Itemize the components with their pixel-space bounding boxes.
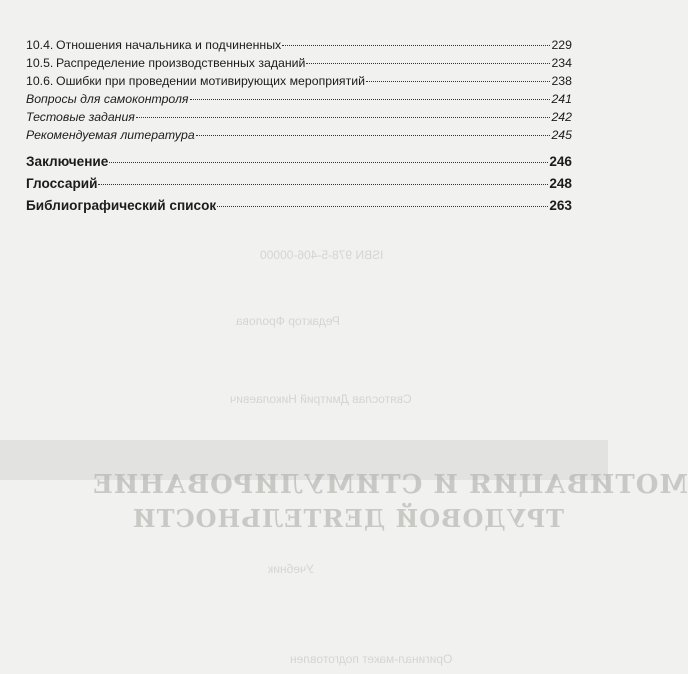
bleed-through-subtitle: Учебник [268, 562, 314, 576]
toc-entry-recommended-literature[interactable] [26, 128, 572, 146]
toc-entry-title: Библиографический список [26, 198, 217, 213]
bleed-through-author: Святослав Дмитрий Николаевич [230, 392, 412, 406]
toc-dot-leader [109, 162, 548, 163]
toc-entry-title: Ошибки при проведении мотивирующих мероприятий [56, 74, 365, 88]
table-of-contents [26, 38, 572, 220]
toc-dot-leader [217, 206, 548, 207]
toc-dot-leader [98, 184, 548, 185]
toc-dot-leader [196, 135, 551, 136]
bleed-through-line-b: ISBN 978-5-406-00000 [260, 248, 384, 262]
toc-dot-leader [306, 63, 550, 64]
toc-dot-leader [136, 117, 551, 118]
toc-entry-title: Отношения начальника и подчиненных [56, 38, 282, 52]
toc-entry-page: 242 [551, 110, 572, 124]
toc-entry-number: 10.4. [26, 38, 54, 52]
toc-entry-10-5[interactable] [26, 56, 572, 74]
toc-dot-leader [366, 81, 551, 82]
bleed-through-title-line-2: ТРУДОВОЙ ДЕЯТЕЛЬНОСТИ [132, 504, 565, 533]
toc-entry-bibliography[interactable] [26, 198, 572, 220]
toc-entry-page: 234 [551, 56, 572, 70]
toc-entry-title: Распределение производственных заданий [56, 56, 306, 70]
toc-entry-10-4[interactable] [26, 38, 572, 56]
toc-entry-title: Вопросы для самоконтроля [26, 92, 189, 106]
toc-entry-title: Глоссарий [26, 176, 98, 191]
toc-entry-page: 246 [549, 154, 572, 169]
bleed-through-title-line-1: МОТИВАЦИЯ И СТИМУЛИРОВАНИЕ [92, 470, 688, 500]
toc-entry-page: 241 [551, 92, 572, 106]
toc-entry-number: 10.5. [26, 56, 54, 70]
bleed-through-line-a: Редактор Фролова [236, 314, 340, 328]
toc-entry-title: Рекомендуемая литература [26, 128, 195, 142]
bleed-through-line-c: Оригинал-макет подготовлен [290, 652, 453, 666]
toc-entry-test-tasks[interactable] [26, 110, 572, 128]
toc-entry-number: 10.6. [26, 74, 54, 88]
toc-entry-title: Заключение [26, 154, 109, 169]
toc-entry-self-check-questions[interactable] [26, 92, 572, 110]
toc-entry-page: 245 [551, 128, 572, 142]
toc-entry-glossary[interactable] [26, 176, 572, 198]
toc-dot-leader [282, 45, 550, 46]
toc-entry-page: 248 [549, 176, 572, 191]
toc-entry-conclusion[interactable] [26, 154, 572, 176]
toc-entry-page: 229 [551, 38, 572, 52]
toc-entry-10-6[interactable] [26, 74, 572, 92]
toc-entry-page: 238 [551, 74, 572, 88]
toc-entry-title: Тестовые задания [26, 110, 135, 124]
toc-dot-leader [190, 99, 551, 100]
toc-entry-page: 263 [549, 198, 572, 213]
